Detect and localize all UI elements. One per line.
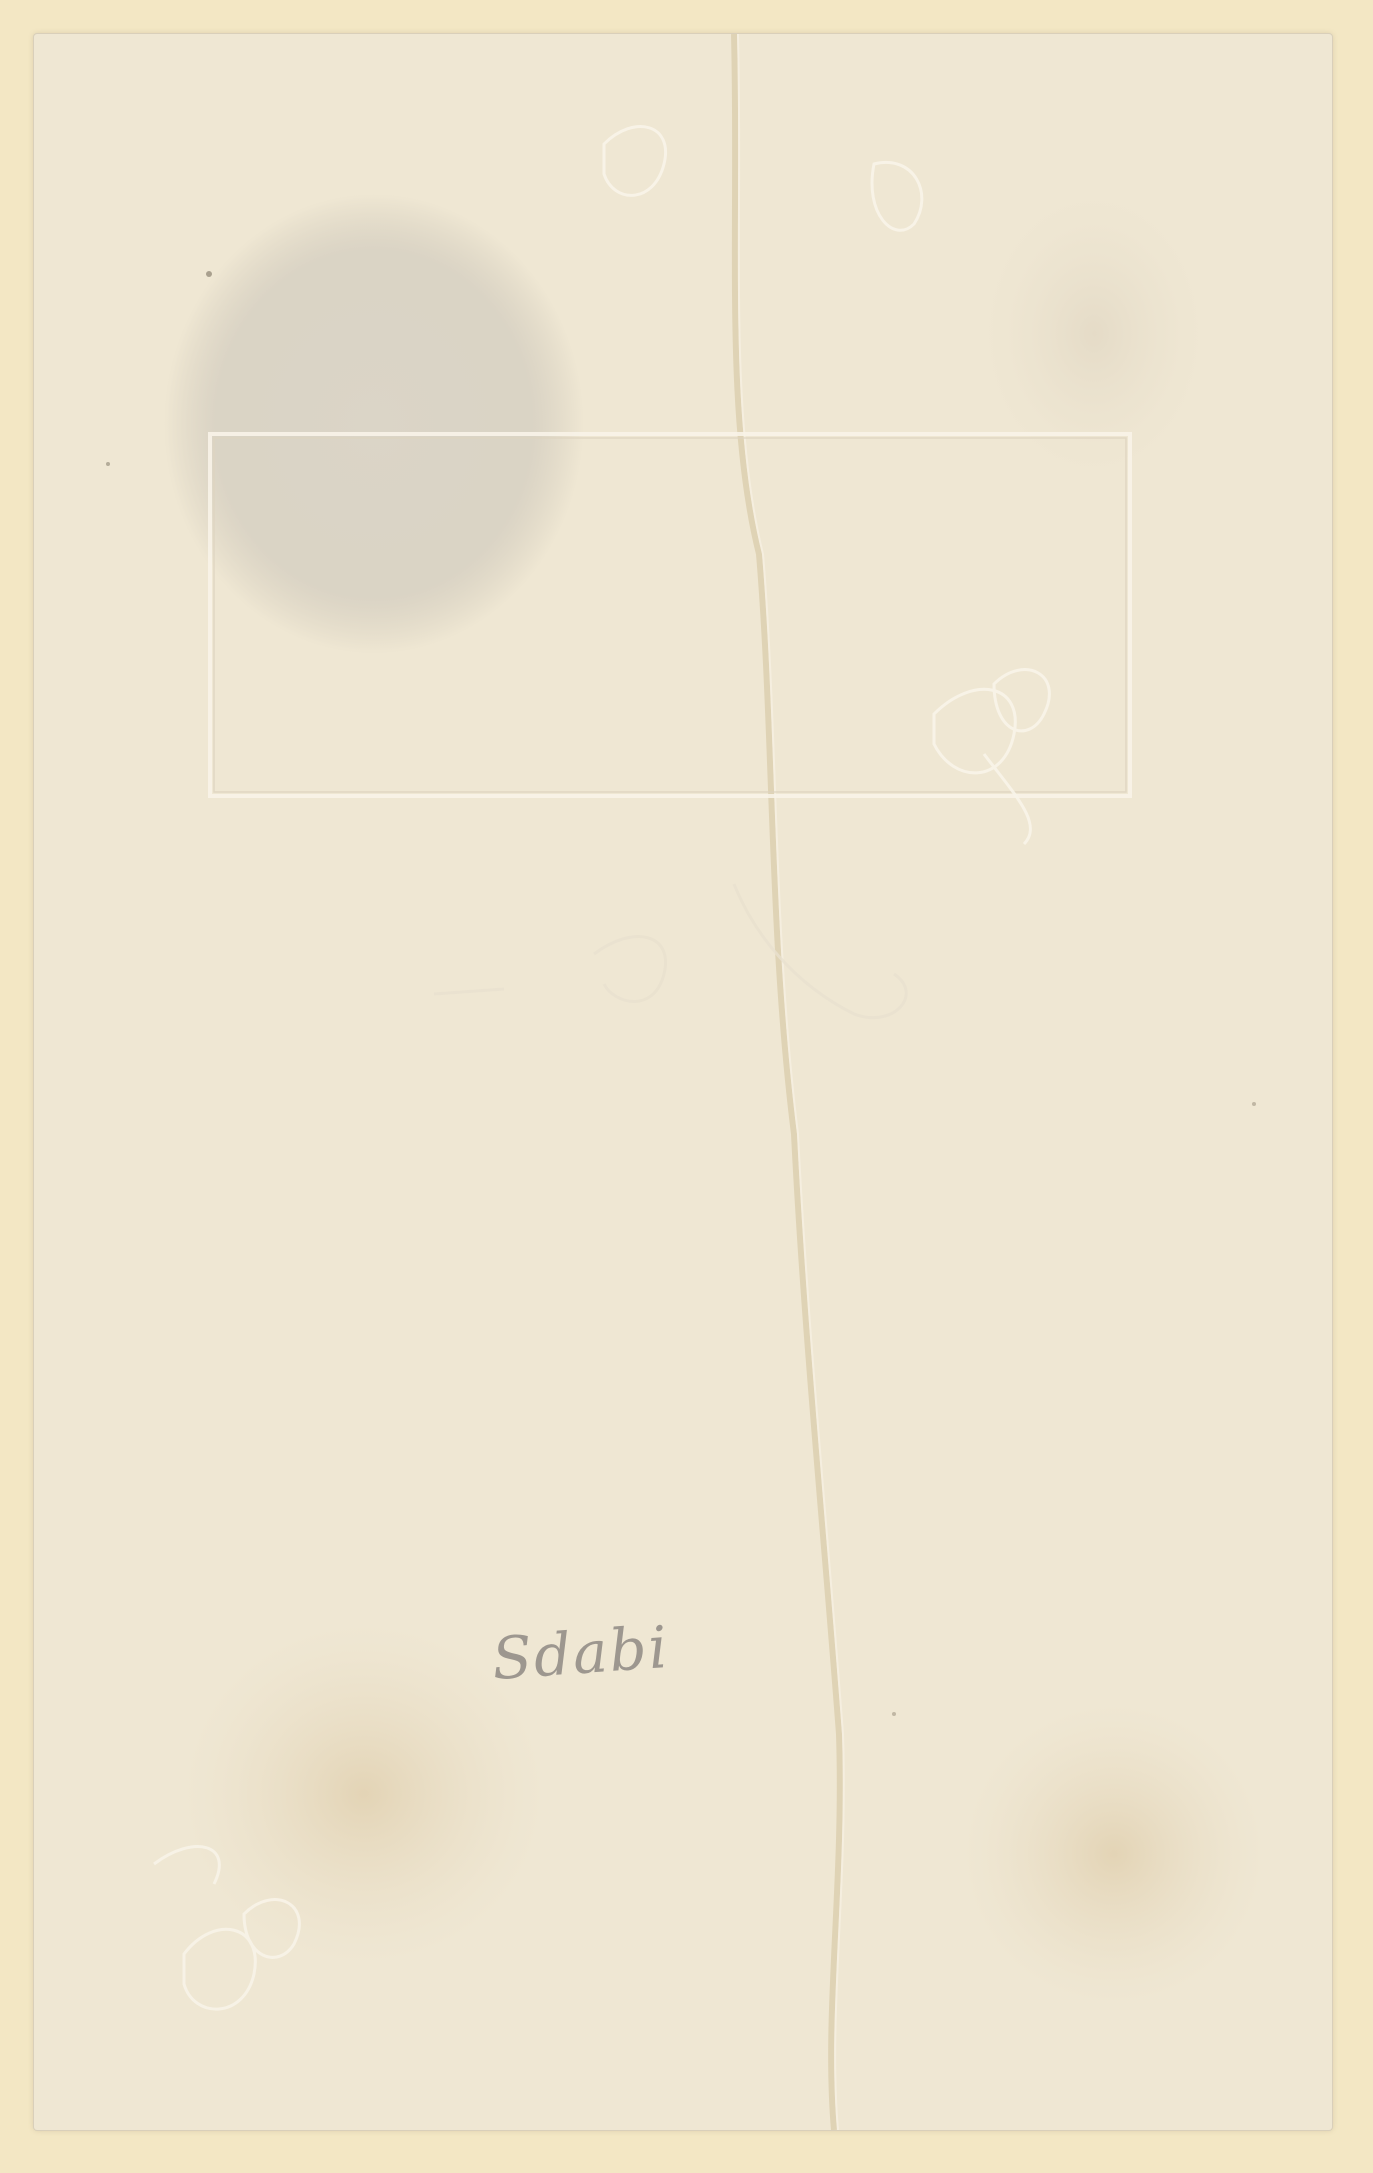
handwritten-pencil-note: Sdabi [489,1612,672,1694]
postcard-back [34,34,1332,2130]
water-stain-top-left [164,194,584,654]
water-stain-bottom-left [184,1624,544,1964]
embossed-flower-frame-corner [934,670,1049,844]
postcard-embossing-and-stains [34,34,1332,2130]
water-stain-bottom-right [964,1704,1264,2004]
fold-crease [734,34,840,2130]
embossed-flower-top [604,127,922,231]
embossed-monogram [434,884,906,1018]
